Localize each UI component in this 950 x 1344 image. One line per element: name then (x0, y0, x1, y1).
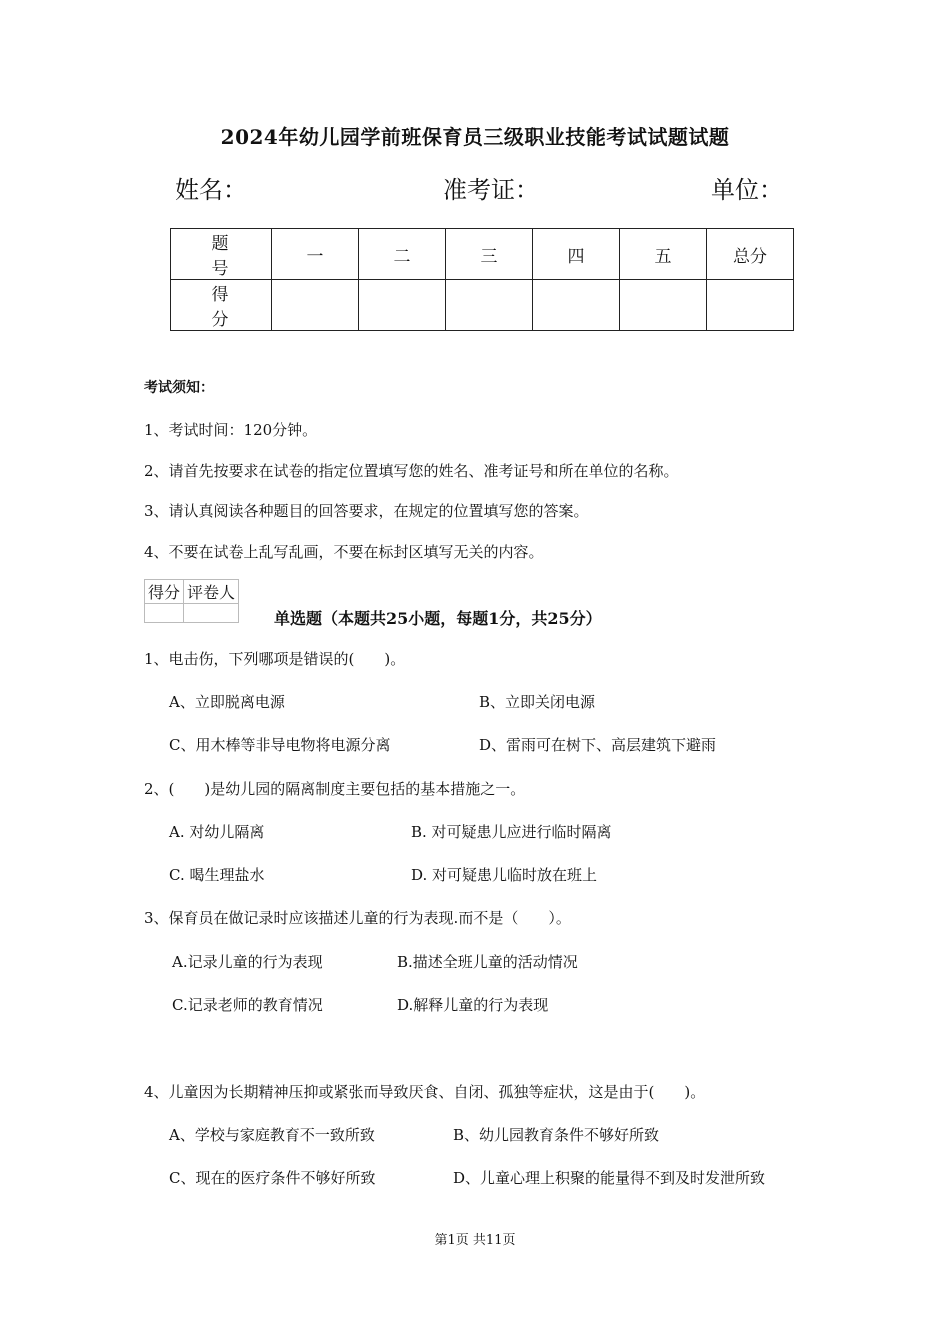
grader-reviewer-label: 评卷人 (184, 580, 239, 604)
page-footer: 第1页 共11页 (434, 1233, 516, 1248)
question-option: D、雷雨可在树下、高层建筑下避雨 (479, 736, 717, 754)
question-option: B、立即关闭电源 (479, 693, 596, 711)
question-stem: 4、儿童因为长期精神压抑或紧张而导致厌食、自闭、孤独等症状，这是由于( )。 (144, 1083, 706, 1101)
score-table-cell: 题 号 (171, 229, 272, 280)
question-option: C.记录老师的教育情况 (172, 996, 323, 1014)
score-table-cell: 得 分 (171, 280, 272, 331)
question-option: C、用木棒等非导电物将电源分离 (169, 736, 391, 754)
instruction-item: 2、请首先按要求在试卷的指定位置填写您的姓名、准考证号和所在单位的名称。 (144, 462, 679, 480)
score-table-cell: 三 (446, 229, 533, 280)
score-entry-cell[interactable] (446, 280, 533, 331)
score-entry-cell[interactable] (620, 280, 707, 331)
instructions-heading: 考试须知： (144, 380, 214, 396)
question-option: A、学校与家庭教育不一致所致 (169, 1126, 375, 1144)
question-stem: 1、电击伤，下列哪项是错误的( )。 (144, 650, 406, 668)
question-option: D. 对可疑患儿临时放在班上 (411, 866, 598, 884)
score-entry-cell[interactable] (272, 280, 359, 331)
instruction-item: 4、不要在试卷上乱写乱画，不要在标封区填写无关的内容。 (144, 543, 544, 561)
unit-field-label: 单位： (711, 176, 783, 204)
question-option: C、现在的医疗条件不够好所致 (169, 1169, 376, 1187)
score-entry-cell[interactable] (707, 280, 794, 331)
score-entry-cell[interactable] (533, 280, 620, 331)
question-option: B. 对可疑患儿应进行临时隔离 (411, 823, 612, 841)
score-table-score-row (171, 280, 794, 331)
question-option: A. 对幼儿隔离 (169, 823, 265, 841)
grader-score-cell[interactable] (145, 604, 184, 623)
instruction-item: 1、考试时间：120分钟。 (144, 421, 318, 439)
exam-id-field-label: 准考证： (443, 176, 539, 204)
score-table-cell: 二 (359, 229, 446, 280)
question-option: D.解释儿童的行为表现 (397, 996, 549, 1014)
score-table-cell: 五 (620, 229, 707, 280)
score-table-cell: 总分 (707, 229, 794, 280)
question-option: D、儿童心理上积聚的能量得不到及时发泄所致 (453, 1169, 766, 1187)
exam-title: 2024年幼儿园学前班保育员三级职业技能考试试题试题 (220, 125, 730, 149)
score-table-cell: 一 (272, 229, 359, 280)
question-option: A.记录儿童的行为表现 (172, 953, 323, 971)
instruction-item: 3、请认真阅读各种题目的回答要求，在规定的位置填写您的答案。 (144, 502, 589, 520)
section-heading: 单选题（本题共25小题，每题1分，共25分） (274, 609, 602, 628)
question-option: A、立即脱离电源 (169, 693, 285, 711)
question-stem: 2、( )是幼儿园的隔离制度主要包括的基本措施之一。 (144, 780, 526, 798)
score-table (170, 228, 794, 331)
score-table-header-row (171, 229, 794, 280)
question-option: B、幼儿园教育条件不够好所致 (453, 1126, 660, 1144)
grader-table (144, 579, 239, 623)
grader-reviewer-cell[interactable] (184, 604, 239, 623)
question-option: B.描述全班儿童的活动情况 (397, 953, 578, 971)
score-entry-cell[interactable] (359, 280, 446, 331)
name-field-label: 姓名： (175, 176, 247, 204)
score-table-cell: 四 (533, 229, 620, 280)
grader-score-label: 得分 (145, 580, 184, 604)
question-option: C. 喝生理盐水 (169, 866, 265, 884)
question-stem: 3、保育员在做记录时应该描述儿童的行为表现.而不是（ ）。 (144, 909, 571, 927)
